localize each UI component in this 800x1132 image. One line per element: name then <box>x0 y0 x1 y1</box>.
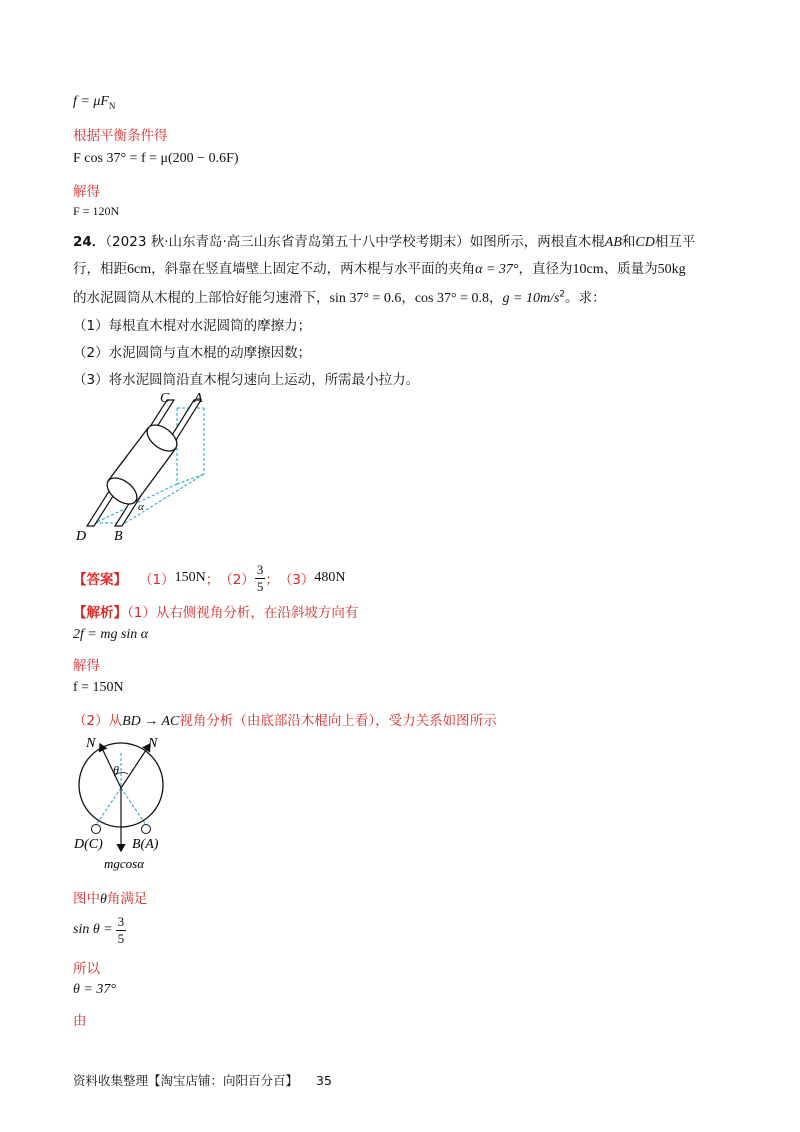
equation-sin-theta <box>73 910 126 950</box>
answer-part-label: （3） <box>278 572 315 588</box>
equation-balance: F cos 37° = f = μ(200 − 0.6F) <box>73 151 239 166</box>
problem-text: 。求： <box>565 290 606 306</box>
superscript: 2 <box>559 289 566 300</box>
problem-line-2 <box>73 257 686 278</box>
problem-text: 和 <box>621 234 636 250</box>
label-alpha: α <box>138 501 144 513</box>
problem-line-3 <box>73 286 606 307</box>
analysis-part2-line <box>73 709 497 730</box>
page-footer <box>73 1071 332 1089</box>
stick-d <box>92 825 101 834</box>
fraction-denominator: 5 <box>256 578 264 594</box>
label-so: 所以 <box>73 961 100 977</box>
label-balance: 根据平衡条件得 <box>73 128 168 144</box>
equation-result: F = 120N <box>73 204 120 218</box>
value-gravity: g = 10m/s <box>502 291 560 306</box>
figure-force-diagram <box>70 728 190 873</box>
problem-source: （2023 秋·山东青岛·高三山东省青岛第五十八中学校考期末） <box>105 234 470 250</box>
analysis-intro-line <box>73 601 358 621</box>
problem-number: 24． <box>73 234 106 250</box>
analysis-tag: 【解析】 <box>73 605 127 621</box>
equation-theta: θ = 37° <box>73 982 116 997</box>
label-theta-inline: θ <box>100 892 107 907</box>
label-ba: B(A) <box>132 837 159 852</box>
problem-text: ，直径为 <box>518 261 573 277</box>
label-ab: AB <box>604 235 622 250</box>
analysis-text: （1）从右侧视角分析，在沿斜坡方向有 <box>127 605 359 621</box>
fraction-numerator: 3 <box>117 913 125 929</box>
label-a: A <box>194 391 203 406</box>
answer-separator: ； <box>205 572 220 588</box>
answer-separator: ； <box>265 572 279 588</box>
value-mass: 50kg <box>657 262 686 277</box>
label-b: B <box>114 529 123 544</box>
page-number: 35 <box>316 1073 332 1088</box>
sin-theta-fraction <box>116 914 127 947</box>
theta-condition-line <box>73 887 147 908</box>
question-2: （2）水泥圆筒与直木棍的动摩擦因数； <box>73 345 312 361</box>
label-solve: 解得 <box>73 184 100 200</box>
subscript: N <box>108 100 116 111</box>
problem-text: ， <box>489 290 503 306</box>
question-1: （1）每根直木棍对水泥圆筒的摩擦力； <box>73 318 312 334</box>
stick-b <box>142 825 151 834</box>
answer-part-label: （1） <box>139 572 175 588</box>
answer-fraction <box>255 562 266 595</box>
label-n-right: N <box>148 736 158 751</box>
answer-value-3: 480N <box>314 570 346 585</box>
equation-incline: 2f = mg sin α <box>73 627 149 642</box>
value-cos37: cos 37° = 0.8 <box>414 291 489 306</box>
equation-friction-def <box>73 94 115 111</box>
label-cd: CD <box>635 235 655 250</box>
label-n-left: N <box>86 736 96 751</box>
problem-text: 的水泥圆筒从木棍的上部恰好能匀速滑下， <box>73 290 330 306</box>
equation-text: f = μF <box>73 94 109 109</box>
conclusion-text: 图中 <box>73 891 100 907</box>
label-bd-ac: BD → AC <box>122 714 180 729</box>
value-sin37: sin 37° = 0.6 <box>329 291 402 306</box>
label-dc: D(C) <box>74 837 103 852</box>
value-distance: 6cm <box>127 262 152 277</box>
analysis-text: 视角分析（由底部沿木棍向上看），受力关系如图所示 <box>179 713 497 729</box>
force-arrows <box>100 744 150 851</box>
problem-text: ，斜靠在竖直墙壁上固定不动，两木棍与水平面的夹角 <box>151 261 476 277</box>
label-mg-cos: mgcosα <box>104 856 145 871</box>
label-c: C <box>160 391 170 406</box>
label-solve-2: 解得 <box>73 658 100 674</box>
equation-friction-value: f = 150N <box>73 680 124 695</box>
problem-text: 行，相距 <box>73 261 127 277</box>
conclusion-text: 角满足 <box>106 891 148 907</box>
answer-tag: 【答案】 <box>73 572 127 588</box>
fraction-numerator: 3 <box>256 561 264 577</box>
figure-cylinder-on-sticks <box>70 388 230 548</box>
answer-value-1: 150N <box>174 570 206 585</box>
problem-text: ， <box>401 290 415 306</box>
question-3: （3）将水泥圆筒沿直木棍匀速向上运动，所需最小拉力。 <box>73 372 420 388</box>
equation-lhs: sin θ = <box>73 922 113 937</box>
value-diameter: 10cm <box>572 262 604 277</box>
value-angle: α = 37° <box>475 262 519 277</box>
problem-text: 如图所示，两根直木棍 <box>469 234 605 250</box>
footer-text: 资料收集整理【淘宝店铺：向阳百分百】 <box>73 1073 299 1088</box>
problem-line-1 <box>73 230 695 251</box>
problem-text: 相互平 <box>654 234 696 250</box>
analysis-text: （2）从 <box>73 713 123 729</box>
answer-part-label: （2） <box>219 572 255 588</box>
fraction-denominator: 5 <box>117 930 125 946</box>
label-d: D <box>76 529 87 544</box>
answer-line <box>73 558 346 598</box>
label-theta: θ <box>113 763 119 777</box>
label-from: 由 <box>73 1013 87 1029</box>
problem-text: 、质量为 <box>603 261 658 277</box>
